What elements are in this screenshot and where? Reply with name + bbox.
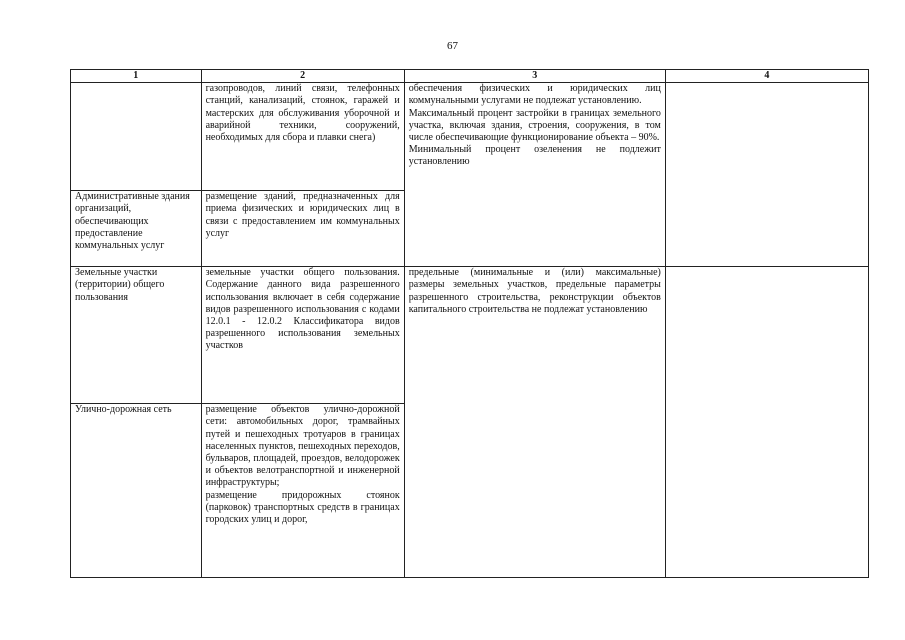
col3-cell-a bbox=[404, 83, 665, 267]
table-row bbox=[71, 267, 869, 404]
row2-col2 bbox=[201, 191, 404, 267]
row3-col1-text: Земельные участки (территории) общего пользования bbox=[75, 267, 165, 303]
row1-col1 bbox=[71, 83, 202, 191]
row1-col2-text: газопроводов, линий связи, телефонных станций, канализаций, стоянок, гаражей и мастерских для обслуживания уборочной и аварийной техники, сооружений, необходимых для сбора и плавки снега) bbox=[205, 83, 400, 144]
row2-col2-text: размещение зданий, предназначенных для приема физических и юридических лиц в связи с предоставлением им коммунальных услуг bbox=[205, 191, 400, 239]
table-row bbox=[71, 83, 869, 191]
row3-col1 bbox=[71, 267, 202, 404]
row2-col1 bbox=[71, 191, 202, 267]
col4-cell-a bbox=[665, 83, 868, 267]
header-col-1: 1 bbox=[71, 70, 202, 83]
header-col-4: 4 bbox=[665, 70, 868, 83]
col3-a-p3: Минимальный процент озеленения не подлежит установлению bbox=[408, 144, 661, 168]
row4-col1-text: Улично-дорожная сеть bbox=[75, 404, 172, 416]
row2-col1-text: Административные здания организаций, обеспечивающих предоставление коммунальных услуг bbox=[75, 191, 190, 252]
col3-cell-b bbox=[404, 267, 665, 578]
col3-a-p2: Максимальный процент застройки в границах земельного участка, включая здания, строения, сооружения, в том числе обеспечивающие функционирование объекта – 90%. bbox=[408, 107, 661, 144]
col3-b-p1: предельные (минимальные и (или) максимальные) размеры земельных участков, предельные параметры разрешенного строительства, реконструкции объектов капитального строительства не подлежат установлению bbox=[408, 267, 661, 315]
row1-col2 bbox=[201, 83, 404, 191]
page-number: 67 bbox=[447, 40, 458, 52]
row4-col2 bbox=[201, 404, 404, 578]
row3-col2-text: земельные участки общего пользования. Содержание данного вида разрешенного использования включает в себя содержание видов разрешенного использования с кодами 12.0.1 - 12.0.2 Классификатора видов разрешенного использования земельных участков bbox=[205, 267, 400, 352]
zoning-table bbox=[70, 69, 869, 578]
row4-col1 bbox=[71, 404, 202, 578]
header-row bbox=[71, 70, 869, 83]
col3-a-p1: обеспечения физических и юридических лиц коммунальными услугами не подлежат установлению. bbox=[408, 83, 661, 107]
header-col-2: 2 bbox=[201, 70, 404, 83]
row3-col2 bbox=[201, 267, 404, 404]
col4-cell-b bbox=[665, 267, 868, 578]
header-col-3: 3 bbox=[404, 70, 665, 83]
row4-col2-text: размещение объектов улично-дорожной сети: автомобильных дорог, трамвайных путей и пешеходных тротуаров в границах населенных пунктов, пешеходных переходов, бульваров, площадей, проездов, велодорожек и объектов велотранспортной и инженерной инфраструктуры; размещение придорожных стоянок (парковок) транспортных средств в границах городских улиц и дорог, bbox=[205, 404, 400, 526]
